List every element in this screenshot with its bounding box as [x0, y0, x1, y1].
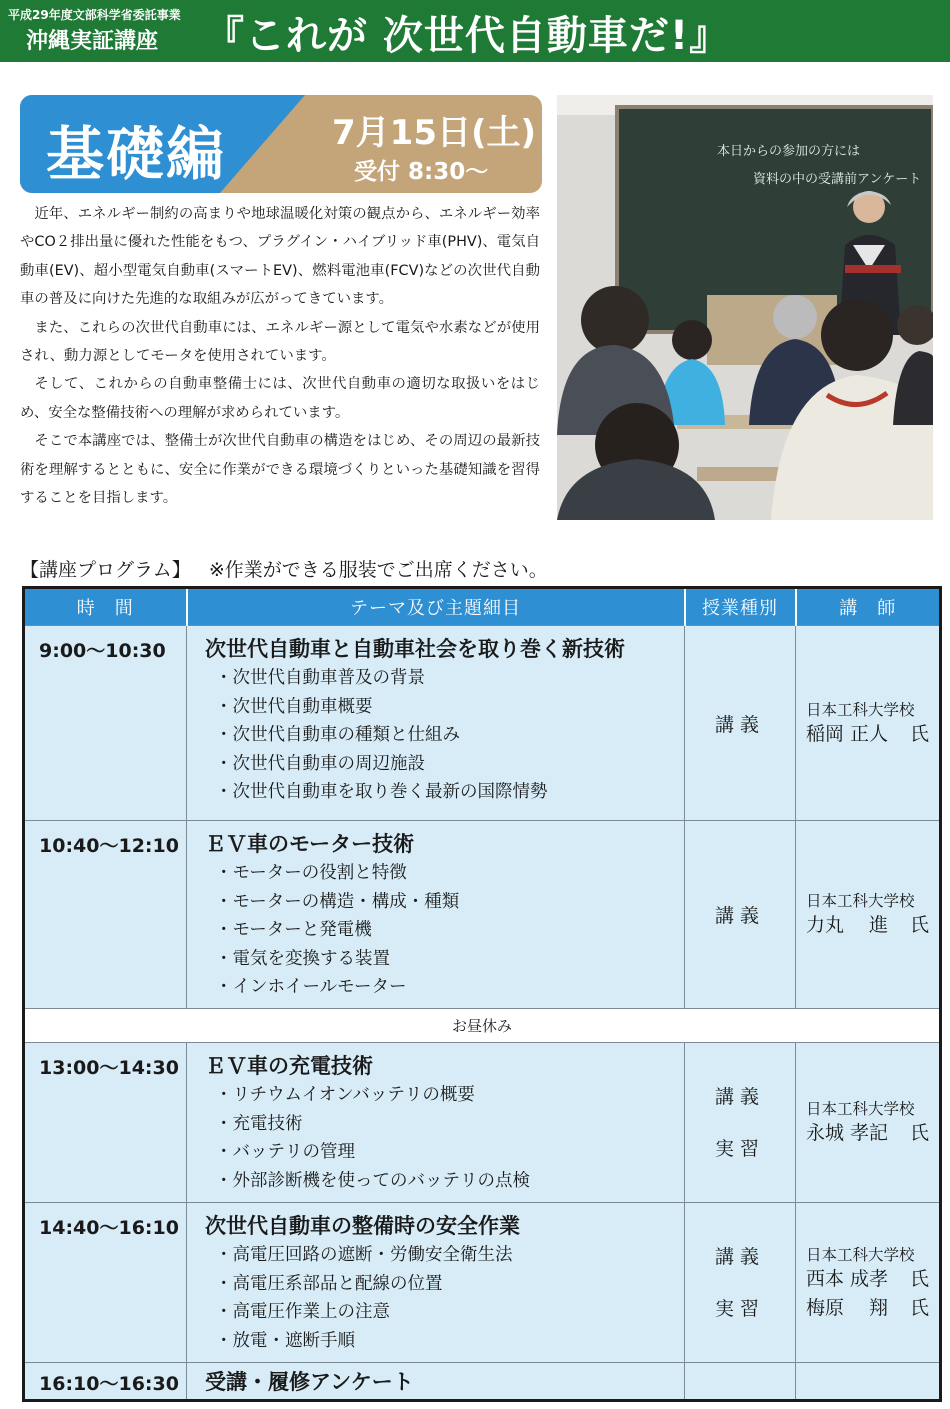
session-time: 14:40～16:10: [24, 1203, 187, 1363]
session-topic-list: [205, 1081, 684, 1195]
session-topic-list: [205, 1241, 684, 1355]
session-time: 10:40～12:10: [24, 821, 187, 1009]
session-topic: ・ モーターと発電機: [225, 916, 684, 945]
session-theme-cell: [187, 626, 685, 821]
program-table: [22, 586, 942, 1402]
lecturer-name: 稲岡 正人: [806, 722, 889, 745]
session-lecturer-cell: [796, 1043, 941, 1203]
session-theme-cell: [187, 1203, 685, 1363]
table-row: [24, 821, 941, 1009]
session-topic-list: [205, 859, 684, 1002]
lecturer-honorific: 氏: [909, 1296, 929, 1319]
session-topic: ・ 外部診断機を使ってのバッテリの点検: [225, 1167, 684, 1196]
session-type-label: 講義: [714, 1245, 765, 1268]
session-topic: ・ 次世代自動車普及の背景: [225, 664, 684, 693]
lunch-break: お昼休み: [24, 1009, 941, 1043]
intro-paragraph: そこで本講座では、整備士が次世代自動車の構造をはじめ、その周辺の最新技術を理解するとともに、安全に作業ができる環境づくりといった基礎知識を習得することを目指します。: [20, 433, 540, 507]
course-badge: [20, 95, 542, 193]
course-reception-time: 受付 8:30～: [354, 159, 489, 185]
session-theme: 次世代自動車と自動車社会を取り巻く新技術: [205, 637, 625, 661]
session-type-stack: [685, 1231, 795, 1335]
lecturer-honorific: 氏: [909, 722, 929, 745]
session-time: 9:00～10:30: [24, 626, 187, 821]
session-lecturer-cell: [796, 1203, 941, 1363]
program-heading-title: 【講座プログラム】: [20, 559, 191, 581]
lecturer-name-line: [806, 1294, 939, 1323]
session-lecturer-cell: [796, 626, 941, 821]
session-theme-cell: [187, 821, 685, 1009]
session-type-label: 講義: [714, 905, 765, 927]
header-subtitle: 平成29年度文部科学省委託事業: [8, 8, 181, 22]
session-topic: ・ モーターの役割と特徴: [225, 859, 684, 888]
session-theme: 受講・履修アンケート: [205, 1370, 414, 1394]
program-heading: [20, 555, 548, 582]
header-banner: [0, 0, 950, 62]
session-topic: ・ リチウムイオンバッテリの概要: [225, 1081, 684, 1110]
session-topic: ・ 次世代自動車を取り巻く最新の国際情勢: [225, 778, 684, 807]
session-lecturer-cell: [796, 1363, 941, 1401]
classroom-illustration: [557, 95, 933, 520]
lecturer-name-line: [806, 911, 939, 940]
session-type-stack: [685, 1071, 795, 1175]
table-row: [24, 1363, 941, 1401]
lecturer-name: 梅原 翔: [806, 1296, 889, 1319]
session-type-label: 実習: [714, 1297, 765, 1320]
lecturer-name-line: [806, 1265, 939, 1294]
lecturer-honorific: 氏: [909, 1122, 929, 1144]
intro-text: [20, 200, 540, 512]
lecturer-name: 永城 孝記: [806, 1122, 889, 1144]
session-type: [685, 626, 796, 821]
session-topic: ・ 高電圧回路の遮断・労働安全衛生法: [225, 1241, 684, 1270]
lecturer-name-line: [806, 720, 939, 749]
course-level: 基礎編: [46, 120, 227, 188]
lunch-row: [24, 1009, 941, 1043]
session-time: 13:00～14:30: [24, 1043, 187, 1203]
lecturer-school: 日本工科大学校: [806, 700, 915, 719]
session-topic: ・ 次世代自動車概要: [225, 693, 684, 722]
lecturer-school: 日本工科大学校: [806, 1100, 915, 1118]
column-header-lecturer: 講 師: [796, 588, 941, 626]
session-time: 16:10～16:30: [24, 1363, 187, 1401]
session-topic: ・ 次世代自動車の周辺施設: [225, 750, 684, 779]
session-topic: ・ インホイールモーター: [225, 973, 684, 1002]
session-type: [685, 821, 796, 1009]
session-type: [685, 1203, 796, 1363]
session-type-label: 実習: [714, 1137, 765, 1160]
header-title: 『これが 次世代自動車だ!』: [204, 13, 731, 59]
session-topic: ・ モーターの構造・構成・種類: [225, 888, 684, 917]
lecturer-name: 西本 成孝: [806, 1267, 889, 1290]
lecturer-name: 力丸 進: [806, 914, 889, 936]
column-header-type: 授業種別: [685, 588, 796, 626]
table-row: [24, 1203, 941, 1363]
course-date: 7月15日(土): [332, 113, 537, 153]
blackboard-text-2: 資料の中の受講前アンケート: [753, 172, 922, 187]
session-theme-cell: [187, 1363, 685, 1401]
header-organizer: 沖縄実証講座: [26, 29, 159, 54]
classroom-photo: [557, 95, 933, 520]
session-theme: ＥＶ車のモーター技術: [205, 832, 415, 856]
lecturer-name-line: [806, 1119, 939, 1148]
session-type: [685, 1043, 796, 1203]
column-header-time: 時 間: [24, 588, 187, 626]
session-theme-cell: [187, 1043, 685, 1203]
session-topic: ・ 電気を変換する装置: [225, 945, 684, 974]
session-type-label: 講義: [714, 713, 765, 736]
table-row: [24, 626, 941, 821]
lecturer-honorific: 氏: [909, 914, 929, 936]
session-topic-list: [205, 664, 684, 807]
table-row: [24, 1043, 941, 1203]
session-theme: ＥＶ車の充電技術: [205, 1054, 373, 1078]
lecturer-honorific: 氏: [909, 1267, 929, 1290]
session-theme: 次世代自動車の整備時の安全作業: [205, 1214, 520, 1238]
program-header-row: [24, 588, 941, 626]
session-type: [685, 1363, 796, 1401]
session-lecturer-cell: [796, 821, 941, 1009]
column-header-theme: テーマ及び主題細目: [187, 588, 685, 626]
intro-paragraph: また、これらの次世代自動車には、エネルギー源として電気や水素などが使用され、動力源としてモータを使用されています。: [20, 319, 540, 365]
lecturer-school: 日本工科大学校: [806, 892, 915, 910]
session-topic: ・ 高電圧系部品と配線の位置: [225, 1270, 684, 1299]
blackboard-text-1: 本日からの参加の方には: [717, 144, 861, 159]
lecturer-school: 日本工科大学校: [806, 1245, 915, 1264]
intro-paragraph: そして、これからの自動車整備士には、次世代自動車の適切な取扱いをはじめ、安全な整備技術への理解が求められています。: [20, 376, 540, 421]
session-type-label: 講義: [714, 1085, 765, 1108]
session-topic: ・ 放電・遮断手順: [225, 1327, 684, 1356]
session-topic: ・ バッテリの管理: [225, 1138, 684, 1167]
session-topic: ・ 充電技術: [225, 1110, 684, 1139]
session-topic: ・ 次世代自動車の種類と仕組み: [225, 721, 684, 750]
session-topic: ・ 高電圧作業上の注意: [225, 1298, 684, 1327]
program-dress-note: ※作業ができる服装でご出席ください。: [208, 559, 548, 581]
intro-paragraph: 近年、エネルギー制約の高まりや地球温暖化対策の観点から、エネルギー効率やCO２排出量に優れた性能をもつ、プラグイン・ハイブリッド車(PHV)、電気自動車(EV)、超小型電気自動車(スマートEV)、燃料電池車(FCV)などの次世代自動車の普及に向けた先進的な取組みが広がってきています。: [20, 206, 540, 308]
